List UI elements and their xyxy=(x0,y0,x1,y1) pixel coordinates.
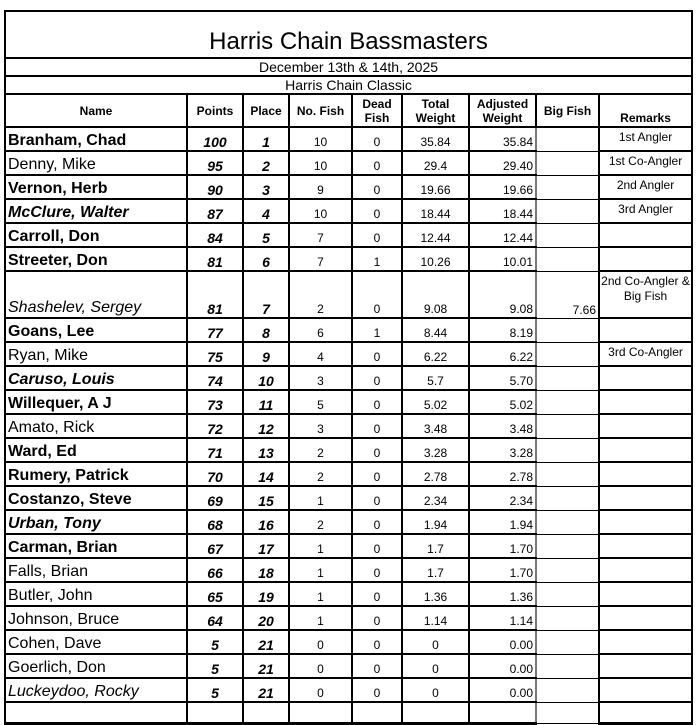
remarks-cell xyxy=(599,558,692,582)
points-cell: 5 xyxy=(187,678,243,702)
dead-fish-cell: 0 xyxy=(352,654,402,678)
table-row xyxy=(5,223,692,247)
dead-fish-cell: 0 xyxy=(352,558,402,582)
adjusted-weight-cell: 1.14 xyxy=(469,606,536,630)
player-name: Carroll, Don xyxy=(5,223,187,247)
player-name: Goerlich, Don xyxy=(5,654,187,678)
big-fish-cell xyxy=(536,223,599,247)
results-sheet xyxy=(4,10,691,725)
player-name: Rumery, Patrick xyxy=(5,462,187,486)
total-weight-cell: 35.84 xyxy=(402,127,469,151)
place-cell: 19 xyxy=(243,582,289,606)
points-cell: 68 xyxy=(187,510,243,534)
adjusted-weight-cell: 2.78 xyxy=(469,462,536,486)
player-name: Denny, Mike xyxy=(5,151,187,175)
remarks-cell: 2nd Angler xyxy=(599,175,692,199)
big-fish-cell xyxy=(536,582,599,606)
remarks-cell xyxy=(599,534,692,558)
no-fish-cell: 1 xyxy=(289,534,352,558)
total-weight-cell: 5.02 xyxy=(402,390,469,414)
player-name: Johnson, Bruce xyxy=(5,606,187,630)
col-no-fish: No. Fish xyxy=(289,94,352,127)
adjusted-weight-cell: 0.00 xyxy=(469,630,536,654)
adjusted-weight-cell: 5.02 xyxy=(469,390,536,414)
player-name: Falls, Brian xyxy=(5,558,187,582)
points-cell: 75 xyxy=(187,342,243,366)
place-cell: 10 xyxy=(243,366,289,390)
adjusted-weight-cell: 2.34 xyxy=(469,486,536,510)
total-weight-cell: 3.48 xyxy=(402,414,469,438)
table-row xyxy=(5,654,692,678)
no-fish-cell: 7 xyxy=(289,247,352,271)
no-fish-cell: 10 xyxy=(289,151,352,175)
big-fish-cell xyxy=(536,462,599,486)
date-row xyxy=(5,58,692,76)
place-cell: 21 xyxy=(243,654,289,678)
total-weight-cell: 1.36 xyxy=(402,582,469,606)
total-weight-cell: 1.94 xyxy=(402,510,469,534)
adjusted-weight-cell: 12.44 xyxy=(469,223,536,247)
player-name: Amato, Rick xyxy=(5,414,187,438)
points-cell: 81 xyxy=(187,271,243,318)
points-cell: 5 xyxy=(187,630,243,654)
total-weight-cell: 18.44 xyxy=(402,199,469,223)
adjusted-weight-cell: 5.70 xyxy=(469,366,536,390)
table-row xyxy=(5,462,692,486)
dead-fish-cell: 0 xyxy=(352,486,402,510)
dead-fish-cell: 1 xyxy=(352,247,402,271)
remarks-cell xyxy=(599,510,692,534)
player-name: Costanzo, Steve xyxy=(5,486,187,510)
big-fish-cell xyxy=(536,414,599,438)
big-fish-cell xyxy=(536,342,599,366)
big-fish-cell xyxy=(536,630,599,654)
total-weight-cell: 6.22 xyxy=(402,342,469,366)
table-row xyxy=(5,175,692,199)
points-cell: 84 xyxy=(187,223,243,247)
total-weight-cell: 2.34 xyxy=(402,486,469,510)
no-fish-cell: 5 xyxy=(289,390,352,414)
points-cell: 69 xyxy=(187,486,243,510)
points-cell: 95 xyxy=(187,151,243,175)
remarks-cell xyxy=(599,582,692,606)
place-cell: 18 xyxy=(243,558,289,582)
adjusted-weight-cell: 1.36 xyxy=(469,582,536,606)
adjusted-weight-cell: 1.70 xyxy=(469,558,536,582)
table-row xyxy=(5,486,692,510)
table-row xyxy=(5,438,692,462)
col-total-weight: Total Weight xyxy=(402,94,469,127)
big-fish-cell xyxy=(536,366,599,390)
adjusted-weight-cell: 19.66 xyxy=(469,175,536,199)
points-cell: 66 xyxy=(187,558,243,582)
dead-fish-cell: 0 xyxy=(352,414,402,438)
place-cell: 3 xyxy=(243,175,289,199)
empty-row xyxy=(5,702,692,724)
event-name: Harris Chain Classic xyxy=(5,76,692,94)
place-cell: 14 xyxy=(243,462,289,486)
remarks-cell xyxy=(599,414,692,438)
no-fish-cell: 6 xyxy=(289,318,352,342)
place-cell: 9 xyxy=(243,342,289,366)
total-weight-cell: 1.14 xyxy=(402,606,469,630)
empty-cell xyxy=(599,702,692,724)
table-row xyxy=(5,558,692,582)
no-fish-cell: 7 xyxy=(289,223,352,247)
points-cell: 73 xyxy=(187,390,243,414)
dead-fish-cell: 0 xyxy=(352,462,402,486)
player-name: Luckeydoo, Rocky xyxy=(5,678,187,702)
no-fish-cell: 9 xyxy=(289,175,352,199)
player-name: Willequer, A J xyxy=(5,390,187,414)
big-fish-cell xyxy=(536,151,599,175)
total-weight-cell: 1.7 xyxy=(402,558,469,582)
no-fish-cell: 0 xyxy=(289,654,352,678)
adjusted-weight-cell: 18.44 xyxy=(469,199,536,223)
player-name: Vernon, Herb xyxy=(5,175,187,199)
col-dead-fish: Dead Fish xyxy=(352,94,402,127)
no-fish-cell: 10 xyxy=(289,127,352,151)
place-cell: 4 xyxy=(243,199,289,223)
points-cell: 67 xyxy=(187,534,243,558)
table-row xyxy=(5,366,692,390)
player-name: Carman, Brian xyxy=(5,534,187,558)
points-cell: 65 xyxy=(187,582,243,606)
player-name: Shashelev, Sergey xyxy=(5,271,187,318)
table-row xyxy=(5,534,692,558)
points-cell: 71 xyxy=(187,438,243,462)
player-name: Streeter, Don xyxy=(5,247,187,271)
remarks-cell xyxy=(599,438,692,462)
dead-fish-cell: 0 xyxy=(352,678,402,702)
no-fish-cell: 1 xyxy=(289,582,352,606)
player-name: Urban, Tony xyxy=(5,510,187,534)
big-fish-cell xyxy=(536,318,599,342)
place-cell: 15 xyxy=(243,486,289,510)
dead-fish-cell: 0 xyxy=(352,390,402,414)
big-fish-cell xyxy=(536,390,599,414)
event-dates: December 13th & 14th, 2025 xyxy=(5,58,692,76)
place-cell: 6 xyxy=(243,247,289,271)
place-cell: 20 xyxy=(243,606,289,630)
title-row xyxy=(5,11,692,58)
total-weight-cell: 12.44 xyxy=(402,223,469,247)
big-fish-cell xyxy=(536,438,599,462)
empty-cell xyxy=(352,702,402,724)
total-weight-cell: 2.78 xyxy=(402,462,469,486)
col-points: Points xyxy=(187,94,243,127)
player-name: Ryan, Mike xyxy=(5,342,187,366)
big-fish-cell xyxy=(536,510,599,534)
no-fish-cell: 10 xyxy=(289,199,352,223)
no-fish-cell: 2 xyxy=(289,271,352,318)
dead-fish-cell: 1 xyxy=(352,318,402,342)
player-name: Butler, John xyxy=(5,582,187,606)
dead-fish-cell: 0 xyxy=(352,151,402,175)
adjusted-weight-cell: 35.84 xyxy=(469,127,536,151)
adjusted-weight-cell: 1.70 xyxy=(469,534,536,558)
dead-fish-cell: 0 xyxy=(352,534,402,558)
total-weight-cell: 3.28 xyxy=(402,438,469,462)
adjusted-weight-cell: 9.08 xyxy=(469,271,536,318)
dead-fish-cell: 0 xyxy=(352,175,402,199)
dead-fish-cell: 0 xyxy=(352,127,402,151)
total-weight-cell: 0 xyxy=(402,630,469,654)
place-cell: 7 xyxy=(243,271,289,318)
dead-fish-cell: 0 xyxy=(352,199,402,223)
adjusted-weight-cell: 6.22 xyxy=(469,342,536,366)
adjusted-weight-cell: 3.28 xyxy=(469,438,536,462)
dead-fish-cell: 0 xyxy=(352,582,402,606)
remarks-cell xyxy=(599,223,692,247)
remarks-cell xyxy=(599,390,692,414)
place-cell: 16 xyxy=(243,510,289,534)
points-cell: 64 xyxy=(187,606,243,630)
total-weight-cell: 1.7 xyxy=(402,534,469,558)
big-fish-cell xyxy=(536,606,599,630)
event-row xyxy=(5,76,692,94)
big-fish-cell xyxy=(536,175,599,199)
player-name: McClure, Walter xyxy=(5,199,187,223)
points-cell: 77 xyxy=(187,318,243,342)
dead-fish-cell: 0 xyxy=(352,438,402,462)
column-header-row xyxy=(5,94,692,127)
empty-cell xyxy=(5,702,187,724)
results-table xyxy=(4,10,693,725)
remarks-cell xyxy=(599,247,692,271)
no-fish-cell: 1 xyxy=(289,486,352,510)
table-row xyxy=(5,414,692,438)
no-fish-cell: 2 xyxy=(289,510,352,534)
place-cell: 5 xyxy=(243,223,289,247)
points-cell: 87 xyxy=(187,199,243,223)
total-weight-cell: 5.7 xyxy=(402,366,469,390)
table-row xyxy=(5,510,692,534)
dead-fish-cell: 0 xyxy=(352,223,402,247)
empty-cell xyxy=(469,702,536,724)
table-row xyxy=(5,127,692,151)
place-cell: 2 xyxy=(243,151,289,175)
empty-cell xyxy=(536,702,599,724)
remarks-cell xyxy=(599,318,692,342)
no-fish-cell: 0 xyxy=(289,678,352,702)
table-row xyxy=(5,582,692,606)
dead-fish-cell: 0 xyxy=(352,606,402,630)
big-fish-cell xyxy=(536,127,599,151)
total-weight-cell: 19.66 xyxy=(402,175,469,199)
dead-fish-cell: 0 xyxy=(352,271,402,318)
remarks-cell xyxy=(599,630,692,654)
adjusted-weight-cell: 3.48 xyxy=(469,414,536,438)
total-weight-cell: 10.26 xyxy=(402,247,469,271)
remarks-cell: 2nd Co-Angler & Big Fish xyxy=(599,271,692,318)
place-cell: 21 xyxy=(243,678,289,702)
adjusted-weight-cell: 1.94 xyxy=(469,510,536,534)
table-row xyxy=(5,342,692,366)
empty-cell xyxy=(243,702,289,724)
table-row xyxy=(5,630,692,654)
empty-cell xyxy=(402,702,469,724)
points-cell: 100 xyxy=(187,127,243,151)
player-name: Caruso, Louis xyxy=(5,366,187,390)
no-fish-cell: 1 xyxy=(289,558,352,582)
dead-fish-cell: 0 xyxy=(352,366,402,390)
big-fish-cell xyxy=(536,247,599,271)
remarks-cell xyxy=(599,654,692,678)
col-remarks: Remarks xyxy=(599,94,692,127)
player-name: Goans, Lee xyxy=(5,318,187,342)
total-weight-cell: 29.4 xyxy=(402,151,469,175)
no-fish-cell: 3 xyxy=(289,414,352,438)
no-fish-cell: 4 xyxy=(289,342,352,366)
place-cell: 1 xyxy=(243,127,289,151)
table-row xyxy=(5,390,692,414)
no-fish-cell: 0 xyxy=(289,630,352,654)
points-cell: 90 xyxy=(187,175,243,199)
place-cell: 13 xyxy=(243,438,289,462)
player-name: Cohen, Dave xyxy=(5,630,187,654)
sheet-title: Harris Chain Bassmasters xyxy=(5,11,692,58)
player-name: Branham, Chad xyxy=(5,127,187,151)
big-fish-cell xyxy=(536,654,599,678)
place-cell: 12 xyxy=(243,414,289,438)
total-weight-cell: 9.08 xyxy=(402,271,469,318)
dead-fish-cell: 0 xyxy=(352,342,402,366)
place-cell: 8 xyxy=(243,318,289,342)
table-row xyxy=(5,247,692,271)
place-cell: 17 xyxy=(243,534,289,558)
total-weight-cell: 8.44 xyxy=(402,318,469,342)
no-fish-cell: 2 xyxy=(289,462,352,486)
big-fish-cell xyxy=(536,486,599,510)
table-row xyxy=(5,151,692,175)
total-weight-cell: 0 xyxy=(402,654,469,678)
big-fish-cell xyxy=(536,534,599,558)
place-cell: 11 xyxy=(243,390,289,414)
place-cell: 21 xyxy=(243,630,289,654)
table-row xyxy=(5,606,692,630)
points-cell: 72 xyxy=(187,414,243,438)
adjusted-weight-cell: 29.40 xyxy=(469,151,536,175)
adjusted-weight-cell: 10.01 xyxy=(469,247,536,271)
remarks-cell xyxy=(599,462,692,486)
remarks-cell: 3rd Co-Angler xyxy=(599,342,692,366)
no-fish-cell: 3 xyxy=(289,366,352,390)
no-fish-cell: 1 xyxy=(289,606,352,630)
col-name: Name xyxy=(5,94,187,127)
adjusted-weight-cell: 0.00 xyxy=(469,654,536,678)
big-fish-cell: 7.66 xyxy=(536,271,599,318)
col-big-fish: Big Fish xyxy=(536,94,599,127)
adjusted-weight-cell: 0.00 xyxy=(469,678,536,702)
big-fish-cell xyxy=(536,199,599,223)
points-cell: 70 xyxy=(187,462,243,486)
col-adjusted-weight: Adjusted Weight xyxy=(469,94,536,127)
adjusted-weight-cell: 8.19 xyxy=(469,318,536,342)
remarks-cell: 1st Angler xyxy=(599,127,692,151)
remarks-cell: 1st Co-Angler xyxy=(599,151,692,175)
col-place: Place xyxy=(243,94,289,127)
remarks-cell xyxy=(599,606,692,630)
table-row xyxy=(5,318,692,342)
points-cell: 5 xyxy=(187,654,243,678)
remarks-cell xyxy=(599,366,692,390)
player-name: Ward, Ed xyxy=(5,438,187,462)
remarks-cell: 3rd Angler xyxy=(599,199,692,223)
table-row xyxy=(5,199,692,223)
no-fish-cell: 2 xyxy=(289,438,352,462)
points-cell: 74 xyxy=(187,366,243,390)
dead-fish-cell: 0 xyxy=(352,510,402,534)
dead-fish-cell: 0 xyxy=(352,630,402,654)
big-fish-cell xyxy=(536,558,599,582)
points-cell: 81 xyxy=(187,247,243,271)
empty-cell xyxy=(187,702,243,724)
remarks-cell xyxy=(599,486,692,510)
empty-cell xyxy=(289,702,352,724)
table-row xyxy=(5,271,692,318)
total-weight-cell: 0 xyxy=(402,678,469,702)
